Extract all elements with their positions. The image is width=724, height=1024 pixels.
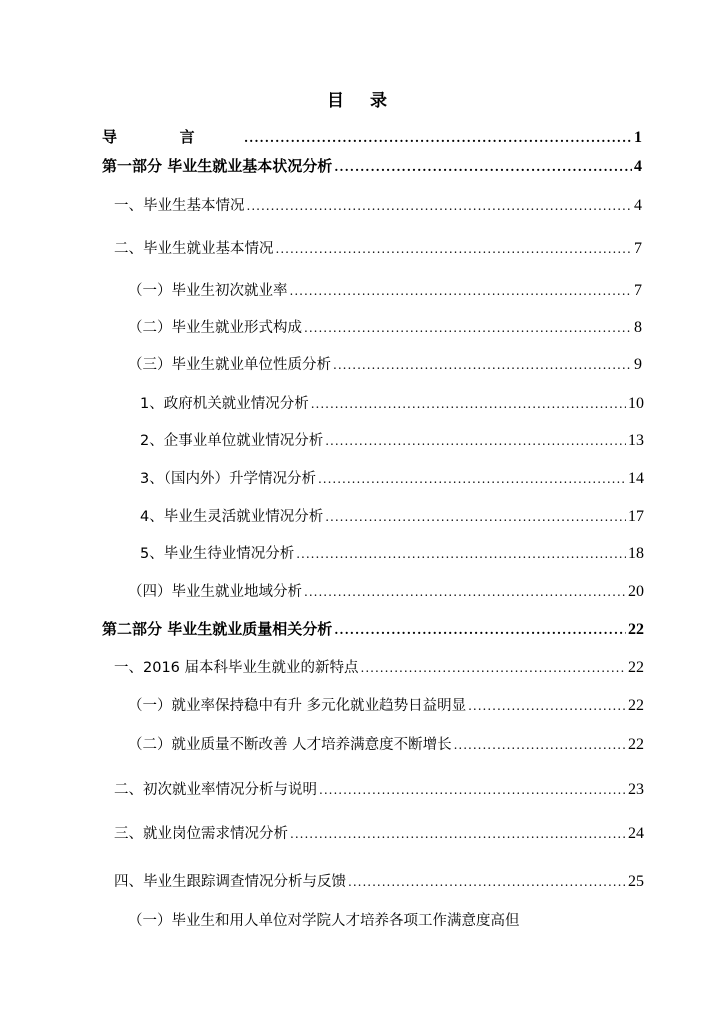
toc-entry-page: 4 (634, 158, 642, 175)
toc-leader-dots (325, 429, 626, 453)
toc-leader-dots (325, 505, 626, 529)
toc-entry-page: 4 (634, 197, 642, 214)
toc-leader-dots (304, 316, 632, 340)
toc-entry[interactable] (114, 822, 644, 846)
toc-leader-dots (290, 279, 633, 303)
toc-leader-dots (468, 694, 626, 718)
toc-entry[interactable] (114, 237, 642, 261)
toc-entry-page: 13 (628, 432, 644, 449)
toc-entry-label: 5、毕业生待业情况分析 (140, 546, 295, 562)
toc-entry[interactable] (114, 870, 644, 894)
toc-entry[interactable] (140, 542, 644, 566)
toc-entry[interactable] (140, 505, 644, 529)
toc-leader-dots (244, 126, 632, 150)
toc-entry-label: 一、毕业生基本情况 (114, 198, 245, 214)
toc-entry-label: 三、就业岗位需求情况分析 (114, 826, 288, 842)
toc-entry-page: 9 (634, 356, 642, 373)
toc-entry-label: 一、2016 届本科毕业生就业的新特点 (114, 660, 359, 676)
toc-entry-label: （三）毕业生就业单位性质分析 (128, 357, 331, 373)
toc-entry-page: 1 (634, 129, 642, 146)
toc-entry[interactable] (140, 392, 644, 416)
toc-entry-page: 7 (634, 282, 642, 299)
toc-entry[interactable] (114, 778, 644, 802)
toc-entry-label: 1、政府机关就业情况分析 (140, 396, 309, 412)
toc-entry-label: 第一部分 毕业生就业基本状况分析 (102, 157, 333, 175)
toc-entry-page: 8 (634, 319, 642, 336)
toc-entry-label: （四）毕业生就业地域分析 (128, 584, 302, 600)
toc-entry-label: 4、毕业生灵活就业情况分析 (140, 509, 324, 525)
toc-entry-page: 22 (628, 621, 644, 638)
toc-leader-dots (290, 822, 626, 846)
toc-entry-page: 7 (634, 240, 642, 257)
toc-leader-dots (311, 392, 626, 416)
toc-entry-label: 第二部分 毕业生就业质量相关分析 (102, 620, 333, 638)
toc-entry-label: 3、（国内外）升学情况分析 (140, 471, 316, 487)
toc-entry[interactable] (128, 279, 642, 303)
toc-entry-label: （一）就业率保持稳中有升 多元化就业趋势日益明显 (128, 698, 467, 714)
toc-entry-label: 导 言 (102, 128, 195, 146)
toc-entry-label: （一）毕业生初次就业率 (128, 283, 288, 299)
toc-entry-page: 18 (628, 545, 644, 562)
toc-leader-dots (361, 656, 626, 680)
toc-leader-dots (454, 733, 626, 757)
toc-entry[interactable] (140, 429, 644, 453)
toc-entry[interactable] (114, 656, 644, 680)
toc-entry-page: 24 (628, 825, 644, 842)
toc-entry-label: 二、初次就业率情况分析与说明 (114, 782, 317, 798)
toc-entry-page: 22 (628, 736, 644, 753)
toc-entry[interactable] (128, 316, 642, 340)
toc-entry-page: 23 (628, 781, 644, 798)
toc-title: 目 录 (327, 91, 397, 111)
toc-entry[interactable] (128, 694, 644, 718)
toc-entry[interactable] (128, 580, 644, 604)
toc-entry-continued: （一）毕业生和用人单位对学院人才培养各项工作满意度高但 (128, 913, 520, 929)
toc-entry-label: （二）就业质量不断改善 人才培养满意度不断增长 (128, 737, 452, 753)
toc-leader-dots (318, 467, 626, 491)
toc-entry-page: 22 (628, 697, 644, 714)
toc-entry[interactable] (140, 467, 644, 491)
toc-entry-page: 22 (628, 659, 644, 676)
toc-entry[interactable] (128, 733, 644, 757)
toc-entry[interactable] (102, 617, 644, 641)
toc-leader-dots (348, 870, 626, 894)
toc-leader-dots (333, 353, 632, 377)
toc-leader-dots (319, 778, 626, 802)
toc-leader-dots (304, 580, 626, 604)
toc-entry-label: 2、企事业单位就业情况分析 (140, 433, 324, 449)
toc-entry[interactable] (102, 125, 642, 149)
toc-entry-label: 四、毕业生跟踪调查情况分析与反馈 (114, 874, 346, 890)
toc-leader-dots (247, 194, 633, 218)
toc-entry[interactable] (128, 353, 642, 377)
toc-entry[interactable] (102, 154, 642, 178)
toc-leader-dots (334, 618, 626, 642)
toc-leader-dots (296, 542, 626, 566)
toc-entry-page: 20 (628, 583, 644, 600)
toc-entry-label: 二、毕业生就业基本情况 (114, 241, 274, 257)
toc-leader-dots (276, 237, 633, 261)
toc-entry-page: 10 (628, 395, 644, 412)
toc-entry-page: 25 (628, 873, 644, 890)
toc-entry[interactable] (114, 194, 642, 218)
toc-entry-page: 17 (628, 508, 644, 525)
toc-entry-page: 14 (628, 470, 644, 487)
toc-entry-label: （二）毕业生就业形式构成 (128, 320, 302, 336)
toc-leader-dots (334, 155, 632, 179)
